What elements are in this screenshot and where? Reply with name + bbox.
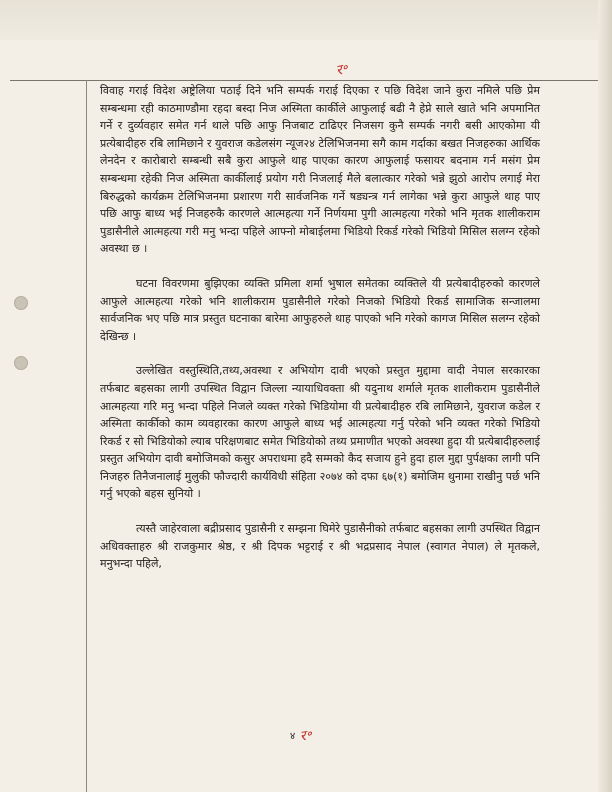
punch-hole [14,296,28,310]
header-rule-line [10,80,602,81]
document-body [100,82,540,590]
paragraph-2: घटना विवरणमा बुझिएका व्यक्ति प्रमिला शर्मा भुषाल समेतका व्यक्तिले यी प्रत्येबादीहरुको कारणले आफुले आत्महत्या गरेको भनि शालीकराम पुडासैनीले गरेको निजको भिडियो रिकर्ड सामाजिक सन्जालमा सार्वजनिक भए पछि मात्र प्रस्तुत घटनाका बारेमा आफुहरुले थाह पाएको भनि गरेको कागज मिसिल सलग्न रहेको देखिन्छ । [100,276,540,343]
paragraph-1: विवाह गराई विदेश अष्ट्रेलिया पठाई दिने भनि सम्पर्क गराई दिएका र पछि विदेश जाने कुरा नमिले पछि प्रेम सम्बन्धमा रही काठमाण्डौमा रहदा बस्दा निज अस्मिता कार्कीले आफुलाई बढी नै हेप्ने साले खाते भनि अपमानित गर्ने र दुर्व्यवहार समेत गर्न थाले पछि आफु निजबाट टाढिएर निजसग कुनै सम्पर्क नगरी बसी आएकोमा यी प्रत्येबादीहरु रबि लामिछाने र युवराज कडेलसंग न्यूज२४ टेलिभिजनमा सगै काम गर्दाका बखत निजहरुका आर्थिक लेनदेन र कारोबारो सम्बन्धी सबै कुरा आफुले थाह पाएका कारण आफुलाई फसायर बदनाम गर्न मसंग प्रेम सम्बन्धमा रहेकी निज अस्मिता कार्कीलाई प्रयोग गरी निजलाई मैले बलात्कार गरेको भन्ने झुठो आरोप लगाई मेरा बिरुद्धको कार्यक्रम टेलिभिजनमा प्रशारण गरी सार्वजनिक गर्ने षड्यन्त्र गर्न लागेका भन्ने कुरा आफुले थाह पाए पछि आफु बाध्य भई निजहरुकै कारणले आत्महत्या गर्ने निर्णयमा पुगी आत्महत्या गरेको भनि मृतक शालीकराम पुडासैनीले आत्महत्या गरी मनु भन्दा पहिले आफ्नो मोबाईलमा भिडियो रिकर्ड गरेको भिडियो मिसिल सलग्न रहेको अवस्था छ । [100,84,540,256]
page-edge-shadow [598,0,612,792]
margin-line [86,80,87,792]
initials-mark-top: र॰ [334,60,350,80]
punch-hole [14,356,28,370]
paragraph-3: उल्लेखित वस्तुस्थिति,तथ्य,अवस्था र अभियोग दावी भएको प्रस्तुत मुद्दामा वादी नेपाल सरकारका तर्फबाट बहसका लागी उपस्थित विद्वान जिल्ला न्यायाधिवक्ता श्री यदुनाथ शर्माले मृतक शालीकराम पुडासैनीले आत्महत्या गरि मनु भन्दा पहिले निजले व्यक्त गरेको भिडियोमा यी प्रत्येबादीहरु रबि लामिछाने, युवराज कडेल र अस्मिता कार्कीको काम व्यवहारका कारण आफुले बाध्य भई आत्महत्या गर्नु परेको भनि व्यक्त गरेको भिडियो रिकर्ड र सो भिडियोको ल्याब परिक्षणबाट समेत भिडियोको तथ्य प्रमाणीत भएको अवस्था हुदा यी प्रत्येबादीहरुलाई प्रस्तुत अभियोग दावी बमोजिमको कसुर अपराधमा हदै सम्मको कैद सजाय हुने हुदा हाल मुद्दा पुर्पक्षका लागी पनि निजहरु तिनैजनालाई मुलुकी फौज्दारी कार्यविधी संहिता २०७४ को दफा ६७(१) बमोजिम थुनामा राखीनु पर्छ भनि गर्नु भएको बहस सुनियो । [100,364,540,501]
page-top-fold [0,0,612,40]
initials-mark-bottom: र॰ [299,727,313,745]
paragraph-4: त्यस्तै जाहेरवाला बद्रीप्रसाद पुडासैनी र सम्झना घिमेरे पुडासैनीको तर्फबाट बहसका लागी उपस्थित विद्वान अधिवक्ताहरु श्री राजकुमार श्रेष्ठ, र श्री दिपक भट्टराई र श्री भद्रप्रसाद नेपाल (स्वागत नेपाल) ले मृतकले, मनुभन्दा पहिले, [100,522,540,571]
page-number: ४ [290,731,296,742]
